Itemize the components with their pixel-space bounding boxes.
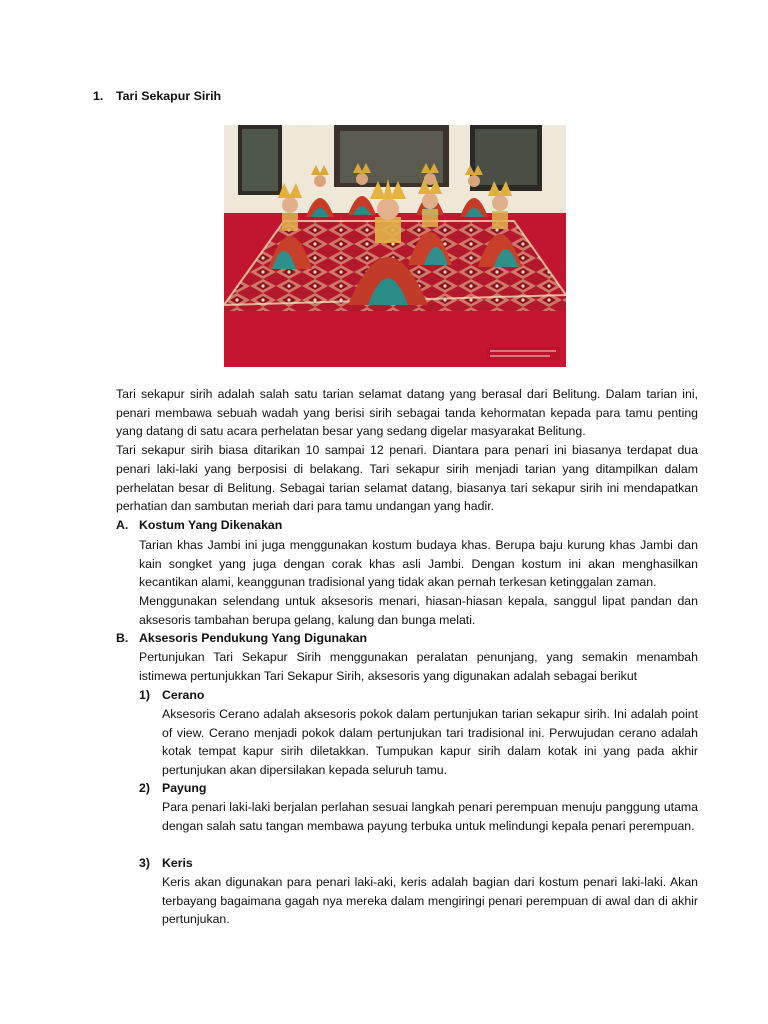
list-item-marker: 3) (139, 856, 150, 870)
list-item-text: Keris akan digunakan para penari laki-aki, keris adalah bagian dari kostum penari laki-laki. Akan terbayang bagaimana gagah nya mereka dalam mengiringi penari perempuan di awal dan di akhir pertunjukan. (162, 875, 698, 927)
list-item-title: Payung (162, 781, 207, 795)
intro-paragraph: Tari sekapur sirih adalah salah satu tarian selamat datang yang berasal dari Belitung. Dalam tarian ini, penari membawa sebuah wadah yang berisi sirih sebagai tanda kehormatan kepada para tamu penting yang datang di satu acara perhelatan besar yang sedang digelar masyarakat Belitung. (116, 387, 698, 439)
list-item-marker: 1) (139, 688, 150, 702)
list-item-marker: 2) (139, 781, 150, 795)
section-title: Tari Sekapur Sirih (116, 89, 222, 103)
subsection-b-intro: Pertunjukan Tari Sekapur Sirih menggunakan peralatan penunjang, yang semakin menambah istimewa pertunjukkan Tari Sekapur Sirih, aksesoris yang digunakan adalah sebagai berikut (139, 650, 698, 683)
subsection-a-marker: A. (116, 518, 129, 532)
photo-credit-watermark (486, 347, 560, 360)
list-item-title: Cerano (162, 688, 205, 702)
list-item-title: Keris (162, 856, 193, 870)
subsection-b-title: Aksesoris Pendukung Yang Digunakan (139, 631, 368, 645)
intro-text (116, 385, 698, 516)
subsection-a-paragraph: Tarian khas Jambi ini juga menggunakan kostum budaya khas. Berupa baju kurung khas Jambi dan kain songket yang juga dengan corak khas asli Jambi. Dengan kostum ini akan menghasilkan kecantikan alami, keanggunan tradisional yang tidak akan pernah terkesan ketinggalan zaman. (139, 538, 698, 590)
subsection-a-paragraph: Menggunakan selendang untuk aksesoris menari, hiasan-hiasan kepala, sanggul lipat pandan dan aksesoris tambahan berupa gelang, kalung dan bunga melati. (139, 594, 698, 627)
list-item-text: Aksesoris Cerano adalah aksesoris pokok dalam pertunjukan tarian sekapur sirih. Ini adalah point of view. Cerano menjadi pokok dalam pertunjukan tari tradisional ini. Perwujudan cerano adalah kotak tempat kapur sirih diletakkan. Tumpukan kapur sirih dalam kotak ini yang pada akhir pertunjukan akan dipersilakan kepada seluruh tamu. (162, 707, 698, 778)
subsection-a-title: Kostum Yang Dikenakan (139, 518, 283, 532)
subsection-b-marker: B. (116, 631, 129, 645)
list-item-text: Para penari laki-laki berjalan perlahan sesuai langkah penari perempuan menuju panggung utama dengan salah satu tangan membawa payung terbuka untuk melindungi kepala penari perempuan. (162, 800, 698, 833)
section-number: 1. (93, 89, 104, 103)
intro-paragraph: Tari sekapur sirih biasa ditarikan 10 sampai 12 penari. Diantara para penari ini biasanya terdapat dua penari laki-laki yang berposisi di belakang. Tari sekapur sirih menjadi tarian yang ditampilkan dalam perhelatan besar di Belitung. Sebagai tarian selamat datang, biasanya tari sekapur sirih ini mendapatkan perhatian dan sambutan meriah dari para tamu undangan yang hadir. (116, 443, 698, 514)
dancers-photo (224, 125, 566, 367)
